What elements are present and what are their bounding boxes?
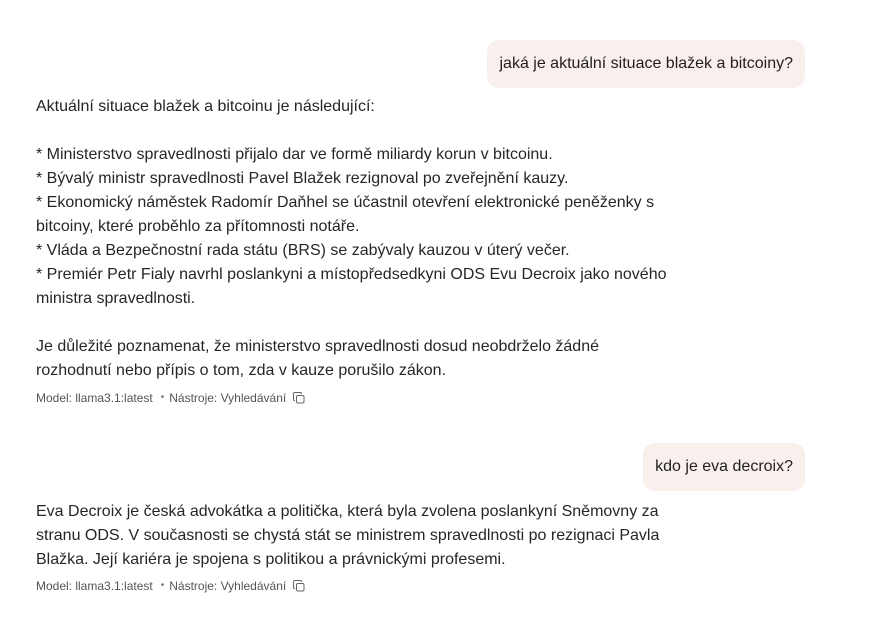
answer-intro: Aktuální situace blažek a bitcoinu je následující: — [36, 98, 375, 115]
answer-text: Eva Decroix je česká advokátka a politička, která byla zvolena poslankyní Sněmovny za stranu ODS. V současnosti se chystá stát se ministrem spravedlnosti po rezignaci Pavla Blažka. Její kariéra je spojena s politikou a právnickými profesemi. — [36, 503, 660, 568]
copy-icon[interactable] — [293, 580, 305, 592]
assistant-message — [36, 95, 696, 383]
user-message-text: kdo je eva decroix? — [655, 458, 793, 475]
answer-bullet: * Vláda a Bezpečnostní rada státu (BRS) se zabývaly kauzou v úterý večer. — [36, 242, 570, 259]
assistant-message — [36, 500, 696, 572]
separator-dot: • — [160, 392, 165, 403]
answer-bullet: * Ministerstvo spravedlnosti přijalo dar ve formě miliardy korun v bitcoinu. — [36, 146, 553, 163]
user-message-text: jaká je aktuální situace blažek a bitcoiny? — [499, 55, 793, 72]
answer-bullet: * Bývalý ministr spravedlnosti Pavel Blažek rezignoval po zveřejnění kauzy. — [36, 170, 569, 187]
message-meta — [36, 390, 305, 406]
user-message — [487, 40, 805, 88]
answer-bullet: * Premiér Petr Fialy navrhl poslankyni a místopředsedkyni ODS Evu Decroix jako nového ministra spravedlnosti. — [36, 266, 667, 307]
tools-label: Nástroje: Vyhledávání — [169, 391, 287, 405]
tools-label: Nástroje: Vyhledávání — [169, 579, 287, 593]
answer-bullet: * Ekonomický náměstek Radomír Daňhel se účastnil otevření elektronické peněženky s bitcoiny, které proběhlo za přítomnosti notáře. — [36, 194, 655, 235]
user-message — [643, 443, 805, 491]
copy-icon[interactable] — [293, 392, 305, 404]
model-label: Model: llama3.1:latest — [36, 391, 153, 405]
separator-dot: • — [160, 580, 165, 591]
message-meta — [36, 578, 305, 594]
answer-outro: Je důležité poznamenat, že ministerstvo spravedlnosti dosud neobdrželo žádné rozhodnutí nebo přípis o tom, zda v kauze porušilo zákon. — [36, 338, 599, 379]
model-label: Model: llama3.1:latest — [36, 579, 153, 593]
